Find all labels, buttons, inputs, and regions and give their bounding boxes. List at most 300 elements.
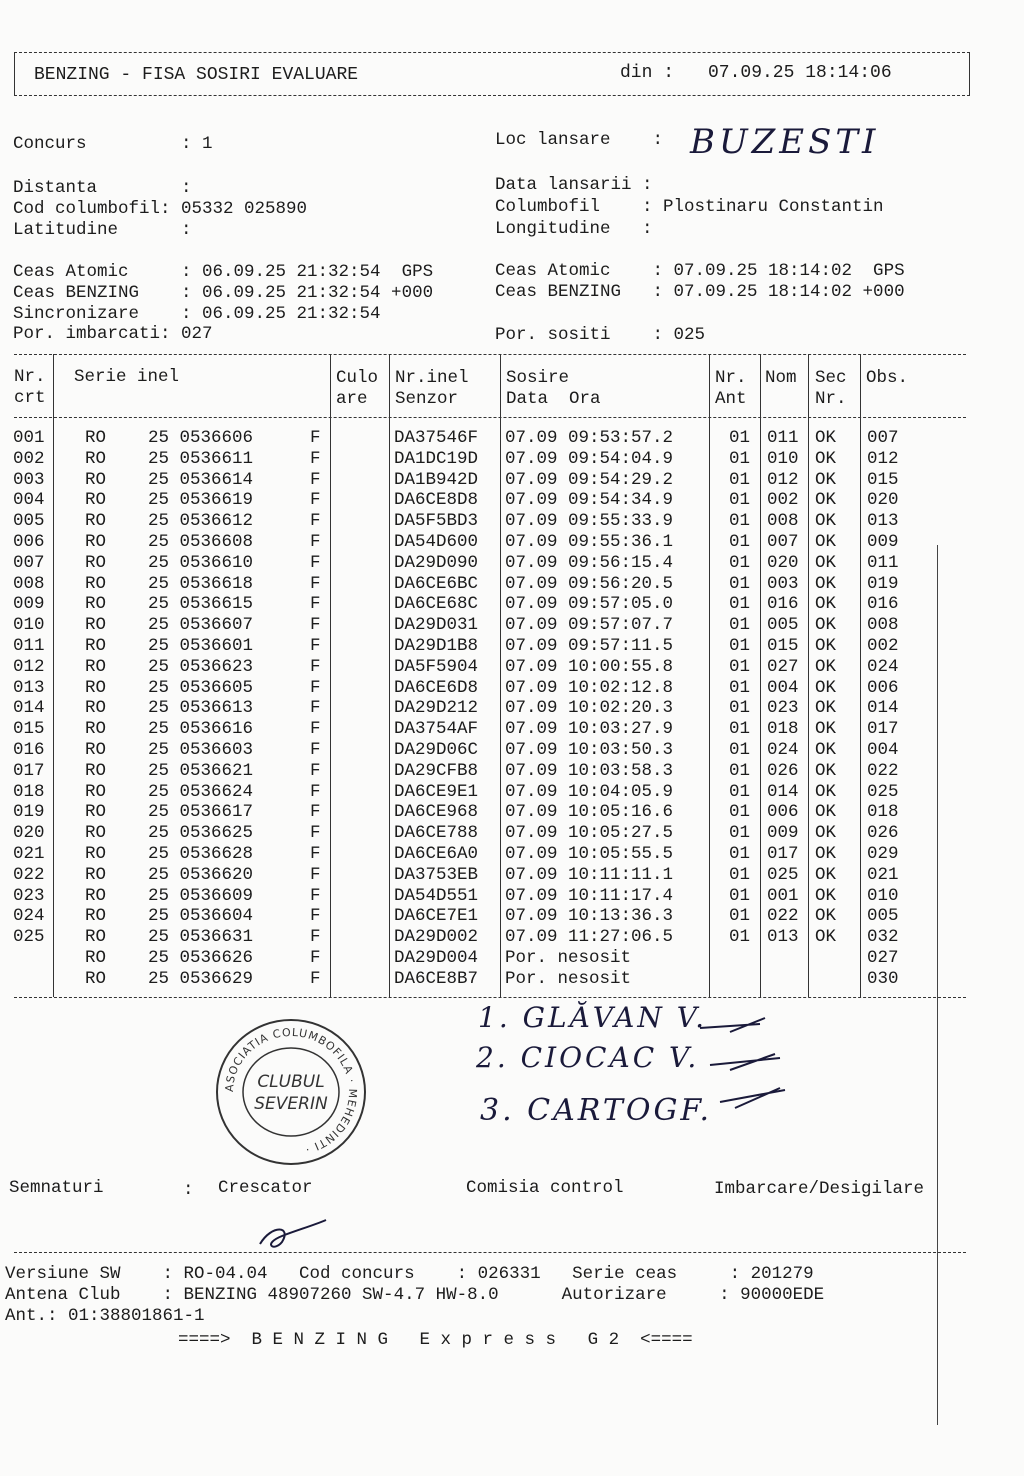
row-sec: OK [815,906,837,927]
row-antenna: 01 [729,823,751,844]
cod-columbofil: Cod columbofil: 05332 025890 [13,199,308,219]
row-arrival: Por. nesosit [505,948,632,968]
row-country: RO [85,469,107,490]
row-nom: 008 [767,511,799,532]
margin-line [937,545,938,1425]
row-nr: 006 [13,532,45,552]
page-title: BENZING - FISA SOSIRI EVALUARE [34,65,359,85]
row-arrival: 07.09 09:54:34.9 [505,490,674,511]
sincronizare: Sincronizare : 06.09.25 21:32:54 [13,304,381,324]
row-sec: OK [815,698,837,719]
row-sex: F [310,469,321,490]
hdr-data-ora: Data Ora [506,389,601,409]
footer-line-2: Antena Club : BENZING 48907260 SW-4.7 HW-8.0 Autorizare : 90000EDE [5,1285,825,1305]
imbarcare-label: Imbarcare/Desigilare [714,1179,925,1199]
row-sex: F [310,906,321,927]
row-sensor: DA6CE7E1 [394,906,479,927]
row-country: RO [85,885,107,906]
handwritten-note-3: 3. CARTOGF. [480,1093,713,1128]
row-sec: OK [815,719,837,740]
row-sex: F [310,885,321,906]
row-sex: F [310,927,321,948]
row-sec: OK [815,844,837,864]
row-country: RO [85,760,107,781]
row-arrival: 07.09 10:03:50.3 [505,740,674,760]
row-country: RO [85,594,107,615]
col-divider [709,354,710,997]
row-country: RO [85,740,107,760]
row-country: RO [85,490,107,511]
row-sec: OK [815,615,837,636]
row-ring: 25 0536621 [148,760,254,781]
row-arrival: 07.09 09:55:33.9 [505,511,674,532]
row-sec: OK [815,469,837,490]
row-nom: 003 [767,573,799,594]
row-arrival: 07.09 09:57:11.5 [505,636,674,656]
row-sex: F [310,719,321,740]
row-country: RO [85,719,107,740]
stamp-line-1: CLUBUL [257,1072,325,1092]
row-obs: 020 [867,490,899,511]
row-nom: 027 [767,656,799,677]
row-ring: 25 0536610 [148,552,254,573]
row-antenna: 01 [729,906,751,927]
row-nr: 016 [13,740,45,760]
row-nr: 021 [13,844,45,864]
row-nom: 002 [767,490,799,511]
row-sensor: DA1DC19D [394,448,479,469]
row-sec: OK [815,677,837,698]
row-arrival: 07.09 10:03:58.3 [505,760,674,781]
por-imbarcati: Por. imbarcati: 027 [13,324,213,344]
row-country: RO [85,844,107,864]
benzing-express-banner: ====> B E N Z I N G E x p r e s s G 2 <==== [178,1330,693,1350]
row-ring: 25 0536626 [148,948,254,968]
row-obs: 016 [867,594,899,615]
row-sex: F [310,864,321,885]
row-antenna: 01 [729,802,751,823]
concurs: Concurs : 1 [13,134,213,154]
row-antenna: 01 [729,885,751,906]
row-country: RO [85,615,107,636]
row-antenna: 01 [729,698,751,719]
row-antenna: 01 [729,511,751,532]
row-sex: F [310,677,321,698]
row-arrival: 07.09 10:11:11.1 [505,864,674,885]
row-nom: 023 [767,698,799,719]
row-obs: 030 [867,968,899,989]
row-sex: F [310,968,321,989]
row-antenna: 01 [729,573,751,594]
row-sec: OK [815,740,837,760]
hdr-sec-nr: Nr. [815,389,847,409]
col-divider [389,354,390,997]
row-obs: 025 [867,781,899,802]
row-antenna: 01 [729,490,751,511]
row-sec: OK [815,885,837,906]
row-country: RO [85,677,107,698]
din-value: 07.09.25 18:14:06 [708,63,892,83]
row-ring: 25 0536613 [148,698,254,719]
row-sensor: DA29D1B8 [394,636,479,656]
row-sec: OK [815,802,837,823]
row-obs: 004 [867,740,899,760]
hdr-nom: Nom [765,368,797,388]
row-nr: 011 [13,636,45,656]
row-obs: 013 [867,511,899,532]
row-sec: OK [815,532,837,552]
row-sensor: DA29D090 [394,552,479,573]
col-divider [500,354,501,997]
row-arrival: 07.09 10:00:55.8 [505,656,674,677]
din-label: din : [620,63,675,83]
row-nom: 020 [767,552,799,573]
table-top-rule [14,354,966,355]
row-sex: F [310,511,321,532]
row-antenna: 01 [729,615,751,636]
row-antenna: 01 [729,781,751,802]
row-obs: 010 [867,885,899,906]
row-nr: 019 [13,802,45,823]
row-nom: 026 [767,760,799,781]
row-sex: F [310,823,321,844]
hdr-sec: Sec [815,368,847,388]
row-ring: 25 0536617 [148,802,254,823]
hdr-serie-inel: Serie inel [74,367,180,387]
stamp-line-2: SEVERIN [254,1094,328,1114]
row-sex: F [310,781,321,802]
row-obs: 009 [867,532,899,552]
row-ring: 25 0536624 [148,781,254,802]
hdr-are: are [336,389,368,409]
row-nom: 016 [767,594,799,615]
row-country: RO [85,906,107,927]
row-ring: 25 0536625 [148,823,254,844]
row-nom: 022 [767,906,799,927]
row-sex: F [310,698,321,719]
row-antenna: 01 [729,719,751,740]
row-sec: OK [815,552,837,573]
col-divider [330,354,331,997]
crescator-signature [252,1214,332,1254]
row-antenna: 01 [729,552,751,573]
row-nr: 013 [13,677,45,698]
row-sensor: DA6CE9E1 [394,781,479,802]
row-nr: 020 [13,823,45,844]
row-nr: 024 [13,906,45,927]
row-sensor: DA5F5904 [394,656,479,677]
row-nom: 017 [767,844,799,864]
row-arrival: 07.09 10:05:55.5 [505,844,674,864]
row-country: RO [85,864,107,885]
row-nom: 007 [767,532,799,552]
row-sensor: DA5F5BD3 [394,511,479,532]
hdr-nr: Nr. [14,367,46,387]
col-divider [860,354,861,997]
row-antenna: 01 [729,594,751,615]
row-nom: 025 [767,864,799,885]
row-sensor: DA29D031 [394,615,479,636]
row-arrival: 07.09 10:05:27.5 [505,823,674,844]
handwritten-strokes [690,1010,800,1110]
row-obs: 026 [867,823,899,844]
row-country: RO [85,511,107,532]
row-sec: OK [815,864,837,885]
row-obs: 018 [867,802,899,823]
row-sec: OK [815,823,837,844]
row-ring: 25 0536629 [148,968,254,989]
comisia-label: Comisia control [466,1178,624,1198]
row-nom: 010 [767,448,799,469]
row-sensor: DA6CE6BC [394,573,479,594]
hdr-ant-nr: Nr. [715,368,747,388]
row-nr: 023 [13,885,45,906]
row-sec: OK [815,594,837,615]
row-ring: 25 0536609 [148,885,254,906]
row-sensor: DA29D002 [394,927,479,948]
row-ring: 25 0536616 [148,719,254,740]
row-nr: 009 [13,594,45,615]
row-antenna: 01 [729,656,751,677]
ceas-benzing-left: Ceas BENZING : 06.09.25 21:32:54 +000 [13,283,434,303]
row-country: RO [85,968,107,989]
row-country: RO [85,428,107,448]
row-obs: 007 [867,428,899,448]
stamp-ring-text: ASOCIATIA COLUMBOFILA · MEHEDINTI · [222,1025,360,1157]
col-divider [808,354,809,997]
row-ring: 25 0536611 [148,448,254,469]
row-country: RO [85,698,107,719]
row-ring: 25 0536605 [148,677,254,698]
row-obs: 024 [867,656,899,677]
distanta: Distanta : [13,178,192,198]
row-obs: 032 [867,927,899,948]
row-sex: F [310,948,321,968]
row-nr: 003 [13,469,45,490]
row-ring: 25 0536606 [148,428,254,448]
row-sex: F [310,636,321,656]
row-ring: 25 0536608 [148,532,254,552]
row-sensor: DA54D551 [394,885,479,906]
row-obs: 027 [867,948,899,968]
row-sensor: DA3754AF [394,719,479,740]
footer-line-3: Ant.: 01:38801861-1 [5,1306,205,1326]
row-obs: 029 [867,844,899,864]
row-country: RO [85,927,107,948]
row-arrival: 07.09 09:54:04.9 [505,448,674,469]
row-nom: 005 [767,615,799,636]
row-sensor: DA54D600 [394,532,479,552]
handwritten-note-2: 2. CIOCAC V. [476,1041,700,1074]
row-sensor: DA29D06C [394,740,479,760]
row-sec: OK [815,781,837,802]
data-lansarii: Data lansarii : [495,175,653,195]
row-obs: 017 [867,719,899,740]
row-arrival: 07.09 09:56:20.5 [505,573,674,594]
row-nom: 009 [767,823,799,844]
row-sensor: DA6CE6A0 [394,844,479,864]
row-nr: 010 [13,615,45,636]
table-bottom-rule [14,997,966,998]
row-nom: 024 [767,740,799,760]
row-arrival: 07.09 09:55:36.1 [505,532,674,552]
row-nr: 014 [13,698,45,719]
row-obs: 012 [867,448,899,469]
row-sec: OK [815,428,837,448]
row-nr: 004 [13,490,45,511]
row-antenna: 01 [729,677,751,698]
row-antenna: 01 [729,864,751,885]
row-sensor: DA6CE68C [394,594,479,615]
row-sex: F [310,594,321,615]
col-divider [760,354,761,997]
row-sensor: DA29CFB8 [394,760,479,781]
row-arrival: 07.09 11:27:06.5 [505,927,674,948]
row-nom: 006 [767,802,799,823]
row-nom: 004 [767,677,799,698]
row-country: RO [85,823,107,844]
row-obs: 005 [867,906,899,927]
row-sec: OK [815,656,837,677]
row-nom: 012 [767,469,799,490]
row-obs: 002 [867,636,899,656]
row-nom: 011 [767,428,799,448]
row-nr: 022 [13,864,45,885]
row-country: RO [85,781,107,802]
row-nr: 007 [13,552,45,573]
hdr-obs: Obs. [866,368,909,388]
row-obs: 019 [867,573,899,594]
row-sec: OK [815,511,837,532]
row-sensor: DA6CE788 [394,823,479,844]
hdr-nrinel: Nr.inel [395,368,469,388]
row-sex: F [310,615,321,636]
row-sex: F [310,552,321,573]
row-antenna: 01 [729,740,751,760]
row-ring: 25 0536615 [148,594,254,615]
row-antenna: 01 [729,448,751,469]
row-sec: OK [815,760,837,781]
row-nom: 013 [767,927,799,948]
row-arrival: 07.09 10:02:20.3 [505,698,674,719]
table-header-rule [14,417,966,418]
row-country: RO [85,948,107,968]
row-antenna: 01 [729,532,751,552]
row-nom: 001 [767,885,799,906]
row-sex: F [310,573,321,594]
row-sex: F [310,448,321,469]
hdr-ant: Ant [715,389,747,409]
row-ring: 25 0536623 [148,656,254,677]
row-obs: 006 [867,677,899,698]
row-obs: 021 [867,864,899,885]
row-sex: F [310,740,321,760]
row-ring: 25 0536631 [148,927,254,948]
row-country: RO [85,552,107,573]
col-divider [53,354,54,997]
row-arrival: 07.09 09:56:15.4 [505,552,674,573]
row-sex: F [310,490,321,511]
row-ring: 25 0536601 [148,636,254,656]
row-nr: 005 [13,511,45,532]
row-nr: 002 [13,448,45,469]
row-ring: 25 0536603 [148,740,254,760]
row-sex: F [310,428,321,448]
row-antenna: 01 [729,927,751,948]
row-antenna: 01 [729,636,751,656]
row-sex: F [310,656,321,677]
row-sec: OK [815,636,837,656]
row-ring: 25 0536612 [148,511,254,532]
row-obs: 008 [867,615,899,636]
row-arrival: 07.09 10:11:17.4 [505,885,674,906]
row-obs: 014 [867,698,899,719]
row-nr: 012 [13,656,45,677]
row-country: RO [85,532,107,552]
row-nr: 001 [13,428,45,448]
row-ring: 25 0536619 [148,490,254,511]
crescator-label: Crescator [218,1178,313,1198]
row-country: RO [85,656,107,677]
row-ring: 25 0536620 [148,864,254,885]
row-sec: OK [815,490,837,511]
por-sositi: Por. sositi : 025 [495,325,706,345]
row-sensor: DA1B942D [394,469,479,490]
row-sensor: DA29D212 [394,698,479,719]
row-arrival: 07.09 10:04:05.9 [505,781,674,802]
row-ring: 25 0536618 [148,573,254,594]
row-arrival: 07.09 10:05:16.6 [505,802,674,823]
row-obs: 015 [867,469,899,490]
row-sec: OK [815,573,837,594]
row-ring: 25 0536607 [148,615,254,636]
row-sensor: DA29D004 [394,948,479,968]
row-antenna: 01 [729,469,751,490]
row-arrival: 07.09 10:02:12.8 [505,677,674,698]
club-stamp [214,1017,368,1167]
row-sec: OK [815,448,837,469]
hdr-crt: crt [14,388,46,408]
row-sensor: DA6CE6D8 [394,677,479,698]
hdr-sosire: Sosire [506,368,570,388]
row-nr: 015 [13,719,45,740]
ceas-atomic-right: Ceas Atomic : 07.09.25 18:14:02 GPS [495,261,905,281]
row-country: RO [85,802,107,823]
row-ring: 25 0536628 [148,844,254,864]
latitudine: Latitudine : [13,220,192,240]
hdr-senzor: Senzor [395,389,459,409]
row-obs: 022 [867,760,899,781]
row-arrival: 07.09 09:54:29.2 [505,469,674,490]
semnaturi-colon: : [183,1180,194,1200]
semnaturi-label: Semnaturi [9,1178,104,1198]
row-sensor: DA6CE8B7 [394,968,479,989]
row-sex: F [310,760,321,781]
row-sec: OK [815,927,837,948]
row-country: RO [85,573,107,594]
row-nr: 018 [13,781,45,802]
hdr-culo: Culo [336,368,379,388]
loc-lansare-label: Loc lansare : [495,130,664,150]
row-country: RO [85,636,107,656]
row-nom: 015 [767,636,799,656]
row-arrival: 07.09 09:57:05.0 [505,594,674,615]
footer-line-1: Versiune SW : RO-04.04 Cod concurs : 026331 Serie ceas : 201279 [5,1264,814,1284]
row-sex: F [310,844,321,864]
row-sensor: DA37546F [394,428,479,448]
row-arrival: 07.09 09:53:57.2 [505,428,674,448]
row-obs: 011 [867,552,899,573]
